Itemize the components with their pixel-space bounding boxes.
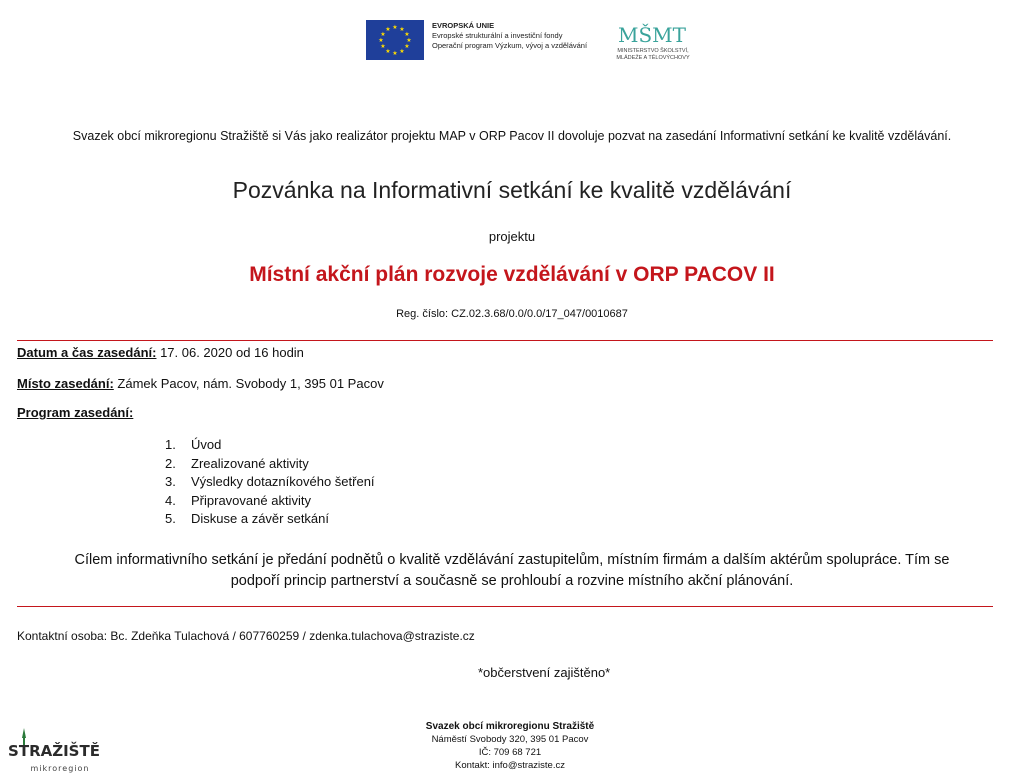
eu-line-1: EVROPSKÁ UNIE <box>432 21 495 30</box>
intro-text: Svazek obcí mikroregionu Stražiště si Vás jako realizátor projektu MAP v ORP Pacov II dovoluje pozvat na zasedání Informativní setkání ke kvalitě vzdělávání. <box>72 129 952 143</box>
svg-text:★: ★ <box>380 43 386 50</box>
eu-stars-icon <box>366 20 424 60</box>
datetime-value: 17. 06. 2020 od 16 hodin <box>156 345 304 360</box>
eu-line-2: Evropské strukturální a investiční fondy <box>432 31 563 40</box>
contact-info: Kontaktní osoba: Bc. Zdeňka Tulachová / 607760259 / zdenka.tulachova@straziste.cz <box>17 629 475 643</box>
goal-line-1: Cílem informativního setkání je předání podnětů o kvalitě vzdělávání zastupitelům, místním firmám a dalším aktérům spolupráce. Tím se <box>74 552 950 568</box>
registration-number: Reg. číslo: CZ.02.3.68/0.0/0.0/17_047/0010687 <box>396 308 628 320</box>
tower-icon <box>8 716 100 776</box>
footer-email: Kontakt: info@straziste.cz <box>455 760 565 771</box>
svg-text:★: ★ <box>380 31 386 38</box>
logo-name: STRAŽIŠTĚ <box>8 742 100 760</box>
divider-top <box>17 340 993 341</box>
meeting-place <box>17 376 384 391</box>
svg-text:★: ★ <box>404 31 410 38</box>
msmt-monogram-icon <box>612 18 692 48</box>
goal-paragraph <box>20 550 1004 592</box>
refreshment-note: *občerstvení zajištěno* <box>478 665 611 680</box>
footer-org: Svazek obcí mikroregionu Stražiště <box>425 721 595 732</box>
svg-text:★: ★ <box>385 26 391 33</box>
svg-text:★: ★ <box>404 43 410 50</box>
footer <box>380 720 640 772</box>
footer-address: Náměstí Svobody 320, 395 01 Pacov <box>431 734 589 745</box>
subtitle: projektu <box>488 229 536 244</box>
eu-flag-logo <box>366 20 424 60</box>
project-name: Místní akční plán rozvoje vzdělávání v ORP PACOV II <box>249 263 775 286</box>
svg-text:★: ★ <box>406 37 412 44</box>
program-list <box>165 436 375 529</box>
meeting-datetime <box>17 345 304 360</box>
msmt-monogram: MŠMT <box>618 23 686 47</box>
program-label: Program zasedání: <box>17 405 134 420</box>
list-item: 1. Úvod <box>165 437 222 452</box>
svg-text:★: ★ <box>399 48 405 55</box>
svg-text:★: ★ <box>392 24 398 31</box>
msmt-caption-line-2: MLÁDEŽE A TĚLOVÝCHOVY <box>616 54 690 61</box>
footer-ico: IČ: 709 68 721 <box>478 747 542 758</box>
svg-text:★: ★ <box>385 48 391 55</box>
svg-text:★: ★ <box>399 26 405 33</box>
datetime-label: Datum a čas zasedání: <box>17 345 157 360</box>
list-item: 5. Diskuse a závěr setkání <box>165 511 330 526</box>
msmt-caption-line-1: MINISTERSTVO ŠKOLSTVÍ, <box>617 48 689 54</box>
goal-line-2: podpoří princip partnerství a současně se prohloubí a rozvine místního akční plánování. <box>230 573 794 589</box>
place-label: Místo zasedání: <box>17 376 114 391</box>
list-item: 4. Připravované aktivity <box>165 492 311 508</box>
place-value: Zámek Pacov, nám. Svobody 1, 395 01 Pacov <box>113 376 384 391</box>
page-title: Pozvánka na Informativní setkání ke kvalitě vzdělávání <box>232 177 792 203</box>
list-item: 3. Výsledky dotazníkového šetření <box>165 474 375 489</box>
logo-sub: mikroregion <box>30 764 90 773</box>
svg-text:★: ★ <box>392 50 398 57</box>
program-heading <box>17 405 133 420</box>
eu-line-3: Operační program Výzkum, vývoj a vzdělávání <box>432 41 588 50</box>
straziste-logo <box>8 716 100 776</box>
list-item: 2. Zrealizované aktivity <box>165 455 309 471</box>
divider-bottom <box>17 606 993 607</box>
svg-text:★: ★ <box>378 37 384 44</box>
msmt-caption <box>608 48 698 61</box>
eu-program-text <box>432 21 587 51</box>
